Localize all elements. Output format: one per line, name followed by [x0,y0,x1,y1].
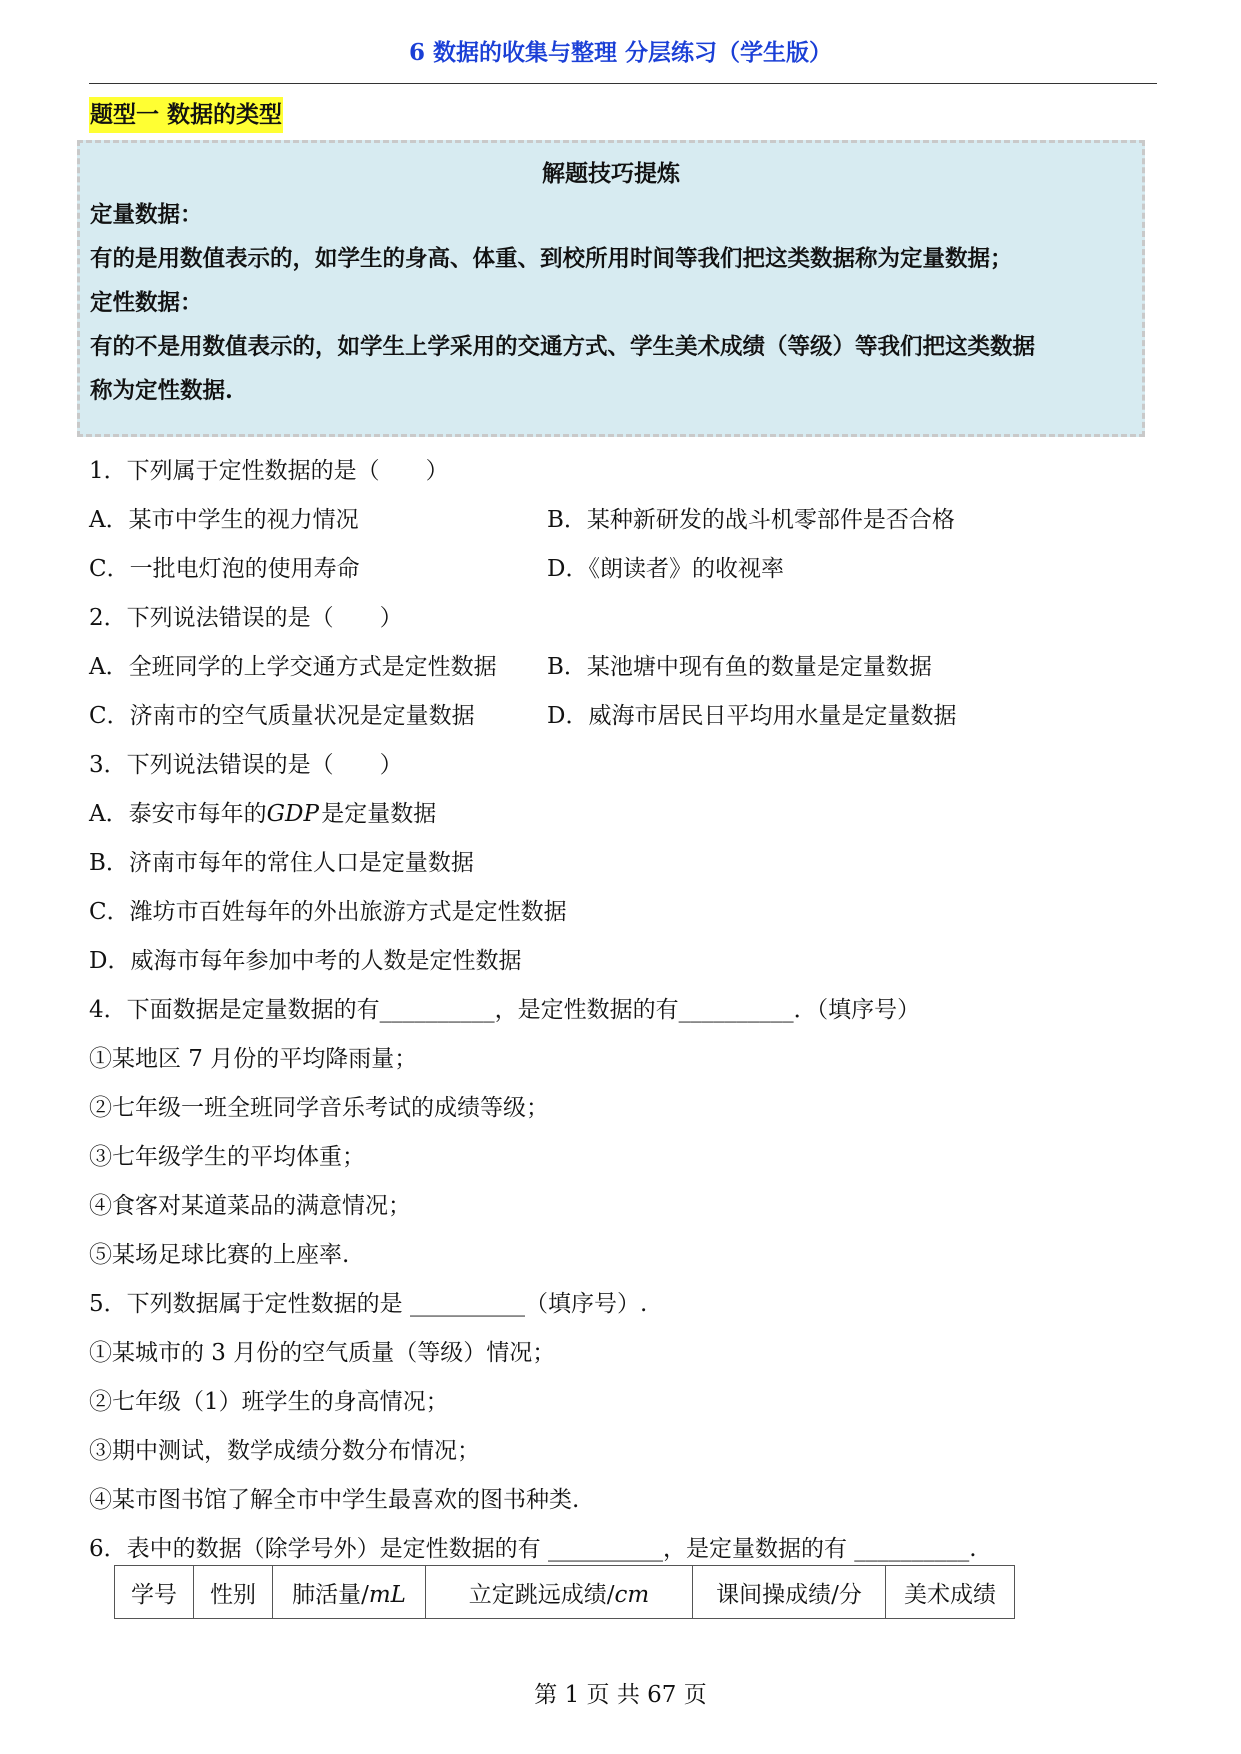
question-1-stem: 1．下列属于定性数据的是（ ） [89,458,449,484]
table-header-cell: 课间操成绩/分 [693,1566,886,1619]
question-1-option-c: C．一批电灯泡的使用寿命 [89,556,360,582]
tips-box [77,140,1145,437]
tips-line: 定量数据： [90,202,203,228]
header-label: 肺活量/ [292,1581,369,1608]
question-1-option-a: A．某市中学生的视力情况 [89,507,359,533]
gdp-term: GDP [266,801,319,827]
unit-label: mL [368,1581,406,1608]
section-heading: 题型一 数据的类型 [89,97,283,133]
question-2-stem: 2．下列说法错误的是（ ） [89,605,403,631]
question-2-option-d: D．威海市居民日平均用水量是定量数据 [547,703,957,729]
option-a-prefix: A．泰安市每年的 [89,801,267,827]
tips-line: 称为定性数据. [90,378,233,404]
table-header-cell: 学号 [115,1566,194,1619]
page-title: 6 数据的收集与整理 分层练习（学生版） [408,39,833,66]
question-4-item: ⑤某场足球比赛的上座率. [89,1242,350,1268]
unit-label: cm [614,1581,650,1608]
question-5-stem: 5．下列数据属于定性数据的是 __________（填序号）. [89,1291,648,1317]
question-4-item: ④食客对某道菜品的满意情况； [89,1193,411,1219]
tips-line: 有的不是用数值表示的，如学生上学采用的交通方式、学生美术成绩（等级）等我们把这类数据 [90,334,1036,360]
question-1-option-b: B．某种新研发的战斗机零部件是否合格 [547,507,955,533]
question-4-item: ②七年级一班全班同学音乐考试的成绩等级； [89,1095,549,1121]
table-header-row [115,1566,1015,1619]
table-header-cell [273,1566,426,1619]
table-header-cell: 性别 [194,1566,273,1619]
question-5-item: ④某市图书馆了解全市中学生最喜欢的图书种类. [89,1487,580,1513]
option-a-suffix: 是定量数据 [321,801,437,827]
question-5-item: ①某城市的 3 月份的空气质量（等级）情况； [89,1340,556,1366]
question-3-option-a [89,795,436,828]
data-table [114,1565,1015,1619]
table-header-cell [426,1566,693,1619]
question-3-option-c: C．潍坊市百姓每年的外出旅游方式是定性数据 [89,899,567,925]
question-3-option-b: B．济南市每年的常住人口是定量数据 [89,850,474,876]
question-3-option-d: D．威海市每年参加中考的人数是定性数据 [89,948,522,974]
tips-line: 有的是用数值表示的，如学生的身高、体重、到校所用时间等我们把这类数据称为定量数据； [90,246,1013,272]
page-number: 第 1 页 共 67 页 [534,1682,707,1708]
question-4-stem: 4．下面数据是定量数据的有__________，是定性数据的有__________．（填序号） [89,997,921,1023]
question-2-option-a: A．全班同学的上学交通方式是定性数据 [89,654,497,680]
tips-title: 解题技巧提炼 [542,160,680,187]
table-header-cell: 美术成绩 [886,1566,1015,1619]
question-1-option-d: D．《朗读者》的收视率 [547,556,784,582]
question-5-item: ③期中测试，数学成绩分数分布情况； [89,1438,480,1464]
question-4-item: ③七年级学生的平均体重； [89,1144,365,1170]
question-2-option-b: B．某池塘中现有鱼的数量是定量数据 [547,654,932,680]
header-label: 立定跳远成绩/ [468,1581,615,1608]
tips-line: 定性数据： [90,290,203,316]
question-5-item: ②七年级（1）班学生的身高情况； [89,1389,449,1415]
question-4-item: ①某地区 7 月份的平均降雨量； [89,1046,418,1072]
question-2-option-c: C．济南市的空气质量状况是定量数据 [89,703,475,729]
question-3-stem: 3．下列说法错误的是（ ） [89,752,403,778]
question-6-stem: 6．表中的数据（除学号外）是定性数据的有 __________，是定量数据的有 __________. [89,1536,977,1562]
header-divider [89,83,1157,84]
